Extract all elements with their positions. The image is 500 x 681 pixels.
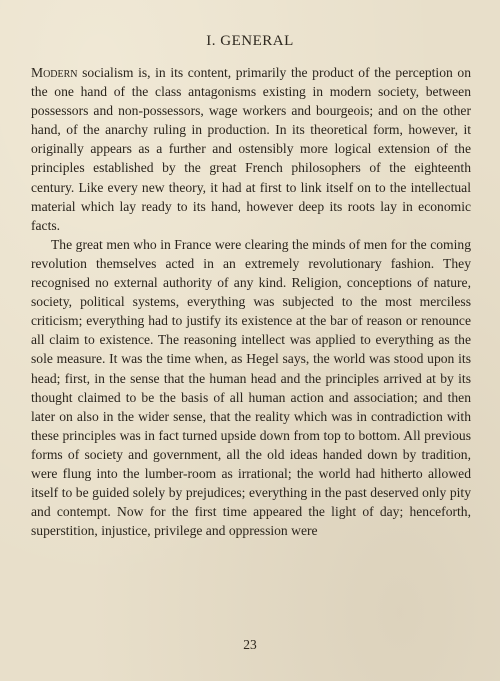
section-heading: I. GENERAL	[206, 33, 294, 49]
lead-word: Modern	[31, 65, 78, 80]
paragraph-1	[31, 63, 471, 235]
paragraph-2: The great men who in France were clearing the minds of men for the coming revolution themselves acted in an extremely revolutionary fashion. They recognised no external authority of any kind. Religion, conceptions of nature, society, political systems, everything was subjected to the most merciless criticism; everything had to justify its existence at the bar of reason or renounce all claim to existence. The reasoning intellect was applied to everything as the sole measure. It was the time when, as Hegel says, the world was stood upon its head; first, in the sense that the human head and the principles arrived at by its thought claimed to be the basis of all human action and association; and then later on also in the wider sense, that the reality which was in contradiction with these principles was in fact turned upside down from top to bottom. All previous forms of society and government, all the old ideas handed down by tradition, were flung into the lumber-room as irrational; the world had hitherto allowed itself to be guided solely by prejudices; everything in the past deserved only pity and contempt. Now for the first time appeared the light of day; henceforth, superstition, injustice, privilege and oppression were	[31, 236, 471, 539]
page-number: 23	[243, 637, 257, 652]
paragraph-1-text: socialism is, in its content, primarily the product of the perception on the one hand of the class antagonisms existing in modern society, between possessors and non-possessors, wage workers and bourgeois; and on the other hand, of the anarchy ruling in production. In its theoretical form, however, it originally appears as a further and ostensibly more logical extension of the principles established by the great French philosophers of the eighteenth century. Like every new theory, it had at first to link itself on to the intellectual material which lay ready to its hand, however deep its roots lay in economic facts.	[31, 65, 471, 233]
body-text	[31, 63, 471, 540]
